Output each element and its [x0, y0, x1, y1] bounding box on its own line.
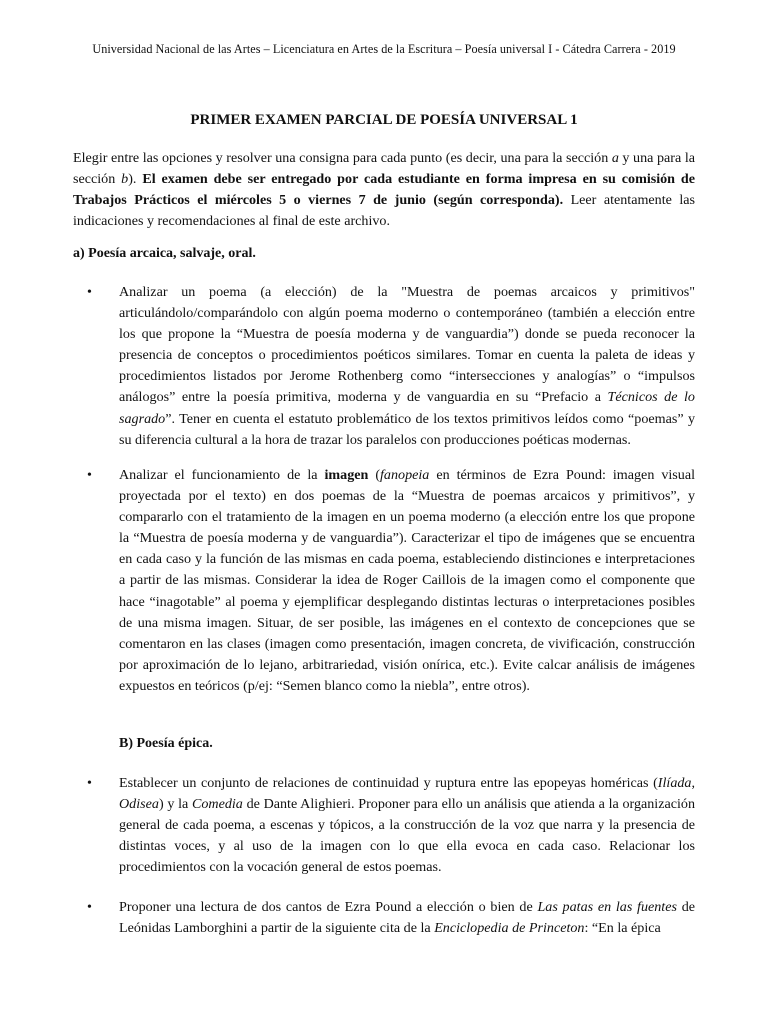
bullet-icon: •	[87, 900, 92, 915]
bullet-icon: •	[87, 468, 92, 483]
section-b-heading: B) Poesía épica.	[119, 736, 213, 751]
section-a-item-2: Analizar el funcionamiento de la imagen (fanopeia en términos de Ezra Pound: imagen visual proyectada por el texto) en dos poemas de la “Muestra de poemas arcaicos y primitivos”, y compararlo con el tratamiento de la imagen en un poema moderno (a elección entre los que propone la “Muestra de poesía moderna y de vanguardia”). Caracterizar el tipo de imágenes que se encuentra en cada caso y la función de las mismas en cada poema, estableciendo distinciones e interpretaciones a partir de las mismas. Considerar la idea de Roger Caillois de la imagen como el componente que hace “inagotable” al poema y ejemplificar desplegando distintas lecturas o interpretaciones posibles de una misma imagen. Situar, de ser posible, las imágenes en el contexto de concepciones que se comentaron en las clases (imagen como presentación, imagen concreta, de vivificación, construcción por aproximación de lo lejano, arbitrariedad, visión onírica, etc.). Evite calcar análisis de imágenes expuestos en teóricos (p/ej: “Semen blanco como la niebla”, entre otros).	[119, 467, 696, 694]
section-a-item-1: Analizar un poema (a elección) de la "Muestra de poemas arcaicos y primitivos" articulándolo/comparándolo con algún poema moderno o contemporáneo (también a elección entre los que propone la “Muestra de poesía moderna y de vanguardia”) donde se pueda reconocer la presencia de conceptos o procedimientos poéticos similares. Tomar en cuenta la paleta de ideas y procedimientos listados por Jerome Rothenberg como “intersecciones y analogías” o “impulsos análogos” entre la poesía primitiva, moderna y de vanguardia en su “Prefacio a Técnicos de lo sagrado”. Tener en cuenta el estatuto problemático de los textos primitivos leídos como “poemas” y su diferencia cultural a la hora de trazar los paralelos con producciones poéticas modernas.	[119, 284, 695, 448]
bullet-icon: •	[87, 776, 92, 791]
page-title: PRIMER EXAMEN PARCIAL DE POESÍA UNIVERSAL 1	[190, 112, 578, 128]
page-header: Universidad Nacional de las Artes – Licenciatura en Artes de la Escritura – Poesía universal I - Cátedra Carrera - 2019	[92, 42, 676, 56]
section-b-item-2: Proponer una lectura de dos cantos de Ezra Pound a elección o bien de Las patas en las fuentes de Leónidas Lamborghini a partir de la siguiente cita de la Enciclopedia de Princeton: “En la épica	[119, 899, 696, 937]
section-b-item-1: Establecer un conjunto de relaciones de continuidad y ruptura entre las epopeyas homéricas (Ilíada, Odisea) y la Comedia de Dante Alighieri. Proponer para ello un análisis que atienda a la organización general de cada poema, a escenas y tópicos, a la construcción de la voz que narra y la presencia de distintas voces, y al uso de la imagen con lo que ella evoca en cada caso. Relacionar los procedimientos con la vocación general de estos poemas.	[119, 775, 695, 876]
section-a-heading: a) Poesía arcaica, salvaje, oral.	[73, 246, 256, 261]
intro-paragraph: Elegir entre las opciones y resolver una consigna para cada punto (es decir, una para la sección a y una para la sección b). El examen debe ser entregado por cada estudiante en forma impresa en su comisión de Trabajos Prácticos el miércoles 5 o viernes 7 de junio (según corresponda). Leer atentamente las indicaciones y recomendaciones al final de este archivo.	[73, 150, 695, 229]
bullet-icon: •	[87, 285, 92, 300]
